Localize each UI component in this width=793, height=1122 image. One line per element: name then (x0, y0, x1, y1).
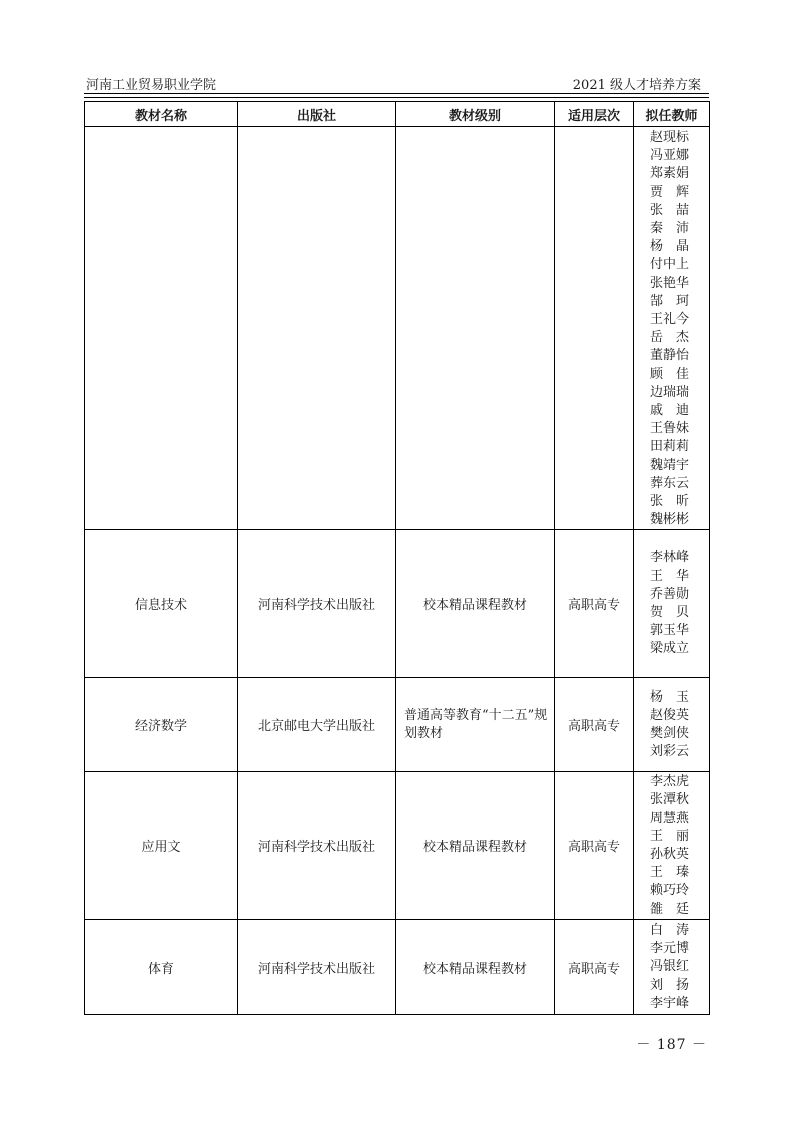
teacher-name: 李宇峰 (650, 995, 690, 1011)
teacher-name: 贾 辉 (650, 184, 690, 200)
cell-name: 体育 (85, 920, 238, 1015)
cell-publisher: 河南科学技术出版社 (238, 920, 396, 1015)
teacher-name: 岳 杰 (650, 330, 690, 346)
teacher-name: 贺 贝 (650, 604, 690, 620)
cell-scope (555, 127, 634, 530)
teacher-name: 周慧燕 (650, 810, 690, 826)
teacher-name: 顾 佳 (650, 366, 690, 382)
teacher-name: 张 喆 (650, 202, 690, 218)
table-header-row (85, 102, 710, 127)
teacher-name: 王礼今 (650, 312, 690, 328)
cell-level: 校本精品课程教材 (396, 920, 555, 1015)
teacher-name: 田莉莉 (650, 439, 690, 455)
teacher-name: 冯银红 (650, 959, 690, 975)
cell-scope: 高职高专 (555, 920, 634, 1015)
teacher-name: 赵现标 (650, 130, 690, 145)
teacher-name: 魏彬彬 (650, 512, 690, 528)
teacher-name: 郑素娟 (650, 166, 690, 182)
cell-publisher (238, 127, 396, 530)
teacher-name: 董静怡 (650, 348, 690, 364)
teacher-name: 戚 迪 (650, 403, 690, 419)
teacher-name: 张潭秋 (650, 792, 690, 808)
teacher-name: 张 昕 (650, 494, 690, 510)
teacher-name: 杨 玉 (650, 689, 690, 705)
cell-level: 校本精品课程教材 (396, 772, 555, 920)
cell-level: 普通高等教育“十二五”规划教材 (396, 678, 555, 772)
table-row (85, 920, 710, 1015)
table-row (85, 678, 710, 772)
teacher-name: 赖巧玲 (650, 883, 690, 899)
cell-teachers (634, 530, 710, 678)
teacher-name: 刘 扬 (650, 977, 690, 993)
teacher-name: 孙秋英 (650, 846, 690, 862)
teacher-name: 樊剑侠 (650, 725, 690, 741)
cell-publisher: 河南科学技术出版社 (238, 530, 396, 678)
cell-publisher: 北京邮电大学出版社 (238, 678, 396, 772)
cell-scope: 高职高专 (555, 678, 634, 772)
teacher-name: 付中上 (650, 257, 690, 273)
cell-name: 经济数学 (85, 678, 238, 772)
teacher-name: 张艳华 (650, 275, 690, 291)
cell-scope: 高职高专 (555, 772, 634, 920)
cell-teachers (634, 920, 710, 1015)
teacher-name: 葬东云 (650, 475, 690, 491)
teacher-name: 郜 珂 (650, 293, 690, 309)
textbook-table (84, 101, 710, 1015)
header-rule-thin (84, 97, 709, 98)
header-doc-title: 2021 级人才培养方案 (572, 78, 701, 93)
cell-publisher: 河南科学技术出版社 (238, 772, 396, 920)
col-header-teachers: 拟任教师 (634, 102, 710, 127)
table-row (85, 772, 710, 920)
col-header-scope: 适用层次 (555, 102, 634, 127)
cell-level: 校本精品课程教材 (396, 530, 555, 678)
col-header-level: 教材级别 (396, 102, 555, 127)
teacher-name: 刘彩云 (650, 744, 690, 760)
cell-name: 应用文 (85, 772, 238, 920)
teacher-name: 乔善勋 (650, 586, 690, 602)
teacher-name: 王鲁妹 (650, 421, 690, 437)
teacher-name: 李元博 (650, 941, 690, 957)
teacher-name: 梁成立 (650, 641, 690, 657)
cell-teachers (634, 678, 710, 772)
header-rule-thick (84, 93, 709, 94)
cell-name: 信息技术 (85, 530, 238, 678)
cell-scope: 高职高专 (555, 530, 634, 678)
table-row (85, 127, 710, 530)
teacher-name: 秦 沛 (650, 221, 690, 237)
table-row (85, 530, 710, 678)
teacher-name: 李林峰 (650, 550, 690, 566)
teacher-name: 王 瑧 (650, 865, 690, 881)
teacher-name: 雒 廷 (650, 901, 690, 917)
teacher-name: 郭玉华 (650, 623, 690, 639)
teacher-name: 白 涛 (650, 922, 690, 938)
cell-level (396, 127, 555, 530)
teacher-name: 杨 晶 (650, 239, 690, 255)
cell-teachers (634, 127, 710, 530)
teacher-name: 李杰虎 (650, 774, 690, 790)
teacher-name: 冯亚娜 (650, 148, 690, 164)
teacher-name: 边瑞瑞 (650, 384, 690, 400)
teacher-name: 赵俊英 (650, 707, 690, 723)
cell-name (85, 127, 238, 530)
page-number: － 187 － (636, 1037, 707, 1053)
col-header-name: 教材名称 (85, 102, 238, 127)
teacher-name: 王 丽 (650, 828, 690, 844)
teacher-name: 魏靖宇 (650, 457, 690, 473)
col-header-publisher: 出版社 (238, 102, 396, 127)
header-school: 河南工业贸易职业学院 (86, 78, 217, 93)
cell-teachers (634, 772, 710, 920)
teacher-name: 王 华 (650, 568, 690, 584)
